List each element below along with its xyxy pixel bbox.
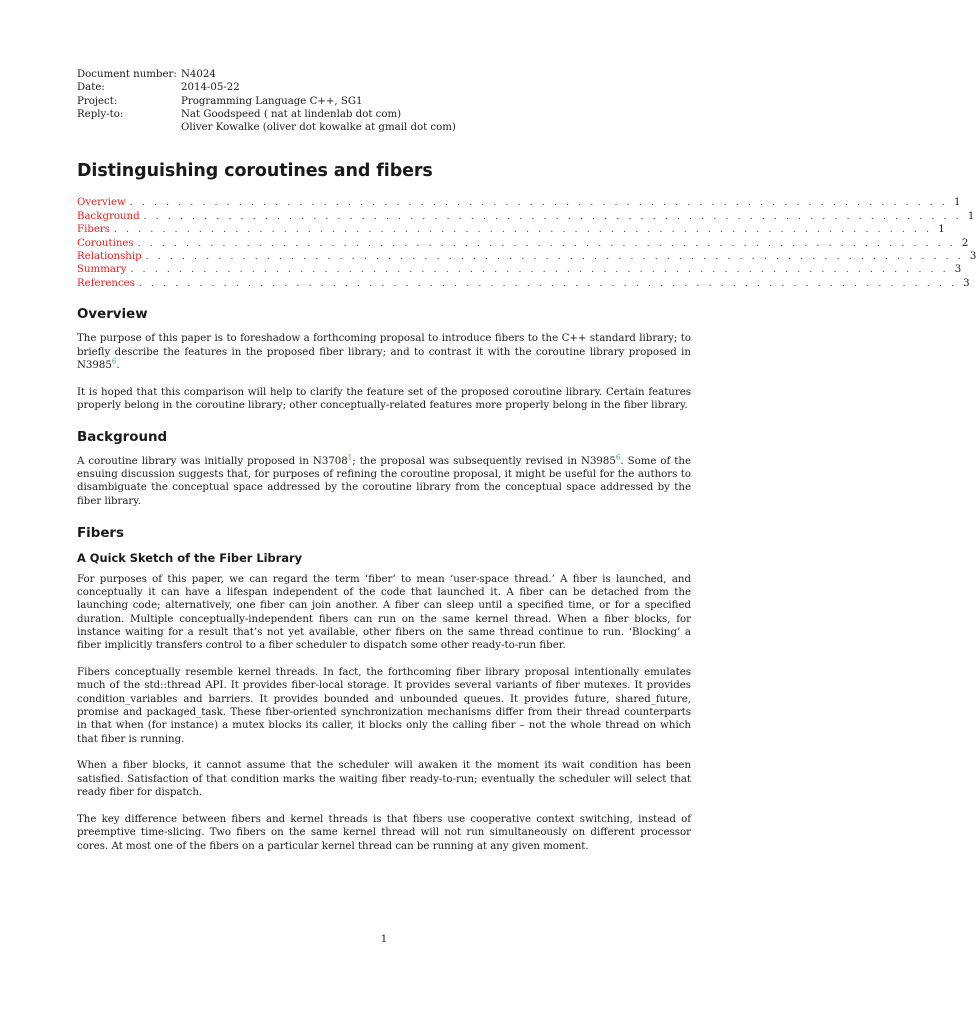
document-metadata bbox=[77, 68, 691, 134]
toc-leader-dots: . . . . . . . . . . . . . . . . . . . . . . . . . . . . . . . . . . . . . . . . . . . . . . . . . . . . . . . . . . . . . . . . . . . . bbox=[130, 265, 949, 276]
toc-link-relationship[interactable]: Relationship bbox=[77, 251, 142, 263]
toc-row-coroutines bbox=[77, 237, 969, 250]
document-title: Distinguishing coroutines and fibers bbox=[77, 161, 433, 182]
section-background bbox=[77, 429, 691, 508]
toc-link-coroutines[interactable]: Coroutines bbox=[77, 237, 134, 249]
fibers-paragraph-3: When a fiber blocks, it cannot assume that the scheduler will awaken it the moment its wait condition has been satisfied. Satisfaction of that condition marks the waiting fiber ready-to-run; eventually the scheduler will select that ready fiber for dispatch. bbox=[77, 760, 691, 799]
toc-row-relationship bbox=[77, 250, 976, 263]
background-p1-a: A coroutine library was initially proposed in N3708 bbox=[77, 455, 348, 467]
background-paragraph-1 bbox=[77, 455, 691, 508]
section-heading-background: Background bbox=[77, 429, 168, 445]
fibers-paragraph-2: Fibers conceptually resemble kernel threads. In fact, the forthcoming fiber library proposal intentionally emulates much of the std::thread API. It provides fiber-local storage. It provides several variants of fiber mutexes. It provides condition_variables and barriers. It provides bounded and unbounded queues. It provides future, shared_future, promise and packaged_task. These fiber-oriented synchronization mechanisms differ from their thread counterparts in that when (for instance) a mutex blocks its caller, it blocks only the calling fiber – not the whole thread on which that fiber is running. bbox=[77, 667, 691, 745]
toc-leader-dots: . . . . . . . . . . . . . . . . . . . . . . . . . . . . . . . . . . . . . . . . . . . . . . . . . . . . . . . . . . . . . . . . . . . . bbox=[113, 225, 933, 236]
toc-page-coroutines: 2 bbox=[961, 237, 969, 249]
toc-page-summary: 3 bbox=[954, 264, 962, 276]
background-p1-c: . Some of the ensuing discussion suggests that, for purposes of refining the coroutine proposal, it might be useful for the authors to disambiguate the conceptual space addressed by the coroutine library from the conceptual space addressed by the fiber library. bbox=[77, 455, 691, 507]
toc-link-references[interactable]: References bbox=[77, 277, 135, 289]
toc-row-references bbox=[77, 277, 970, 290]
document-page bbox=[77, 68, 976, 866]
meta-key-blank bbox=[77, 121, 181, 134]
meta-value-project: Programming Language C++, SG1 bbox=[181, 95, 363, 107]
subsection-heading-quick-sketch: A Quick Sketch of the Fiber Library bbox=[77, 550, 303, 565]
section-heading-fibers: Fibers bbox=[77, 525, 124, 541]
section-overview bbox=[77, 306, 691, 412]
citation-link[interactable]: 1 bbox=[347, 453, 353, 462]
toc-leader-dots: . . . . . . . . . . . . . . . . . . . . . . . . . . . . . . . . . . . . . . . . . . . . . . . . . . . . . . . . . . . . . . . . . . . . bbox=[129, 198, 948, 209]
table-of-contents bbox=[77, 196, 976, 290]
toc-leader-dots: . . . . . . . . . . . . . . . . . . . . . . . . . . . . . . . . . . . . . . . . . . . . . . . . . . . . . . . . . . . . . . . . . . . . bbox=[138, 278, 958, 289]
fibers-paragraph-4: The key difference between fibers and kernel threads is that fibers use cooperative context switching, instead of preemptive time-slicing. Two fibers on the same kernel thread will not run simultaneously on different processor cores. At most one of the fibers on a particular kernel thread can be running at any given moment. bbox=[77, 813, 691, 852]
toc-page-overview: 1 bbox=[954, 197, 961, 209]
meta-value-reply-to-1: Nat Goodspeed ( nat at lindenlab dot com) bbox=[181, 108, 402, 120]
meta-value-document-number: N4024 bbox=[181, 69, 216, 80]
fibers-paragraph-1: For purposes of this paper, we can regard the term ‘fiber’ to mean ‘user-space thread.’ A fiber is launched, and conceptually it can have a lifespan independent of the code that launched it. A fiber can be detached from the launching code; alternatively, one fiber can join another. A fiber can sleep until a specified time, or for a specified duration. Multiple conceptually-independent fibers can run on the same kernel thread. When a fiber blocks, for instance waiting for a result that’s not yet available, other fibers on the same thread continue to run. ‘Blocking’ a fiber implicitly transfers control to a fiber scheduler to dispatch some other ready-to-run fiber. bbox=[77, 573, 691, 652]
meta-key-date: Date: bbox=[77, 82, 105, 94]
overview-p1-end: . bbox=[116, 359, 120, 371]
section-heading-overview: Overview bbox=[77, 307, 148, 323]
meta-key-document-number: Document number: bbox=[77, 69, 177, 80]
citation-link[interactable]: 6 bbox=[615, 453, 621, 462]
toc-page-background: 1 bbox=[967, 210, 975, 222]
toc-leader-dots: . . . . . . . . . . . . . . . . . . . . . . . . . . . . . . . . . . . . . . . . . . . . . . . . . . . . . . . . . . . . . . . . . . . . bbox=[145, 252, 964, 263]
toc-link-background[interactable]: Background bbox=[77, 210, 140, 222]
overview-paragraph-1 bbox=[77, 332, 691, 372]
toc-row-fibers bbox=[77, 223, 945, 236]
toc-row-summary bbox=[77, 263, 962, 276]
meta-value-date: 2014-05-22 bbox=[181, 82, 240, 94]
citation-link[interactable]: 6 bbox=[111, 357, 117, 366]
toc-link-overview[interactable]: Overview bbox=[77, 197, 126, 209]
overview-p1-text: The purpose of this paper is to foreshadow a forthcoming proposal to introduce fibers to the C++ standard library; to briefly describe the features in the proposed fiber library; and to contrast it with the coroutine library proposed in N3985 bbox=[77, 333, 691, 371]
background-p1-b: ; the proposal was subsequently revised in N3985 bbox=[352, 455, 616, 467]
toc-link-summary[interactable]: Summary bbox=[77, 264, 127, 276]
toc-link-fibers[interactable]: Fibers bbox=[77, 224, 110, 236]
toc-row-overview bbox=[77, 196, 961, 209]
page-number: 1 bbox=[380, 934, 388, 945]
overview-paragraph-2: It is hoped that this comparison will help to clarify the feature set of the proposed coroutine library. Certain features properly belong in the coroutine library; other conceptually-related features more properly belong in the fiber library. bbox=[77, 386, 691, 411]
toc-page-references: 3 bbox=[963, 277, 970, 289]
meta-key-reply-to: Reply-to: bbox=[77, 108, 124, 120]
section-fibers bbox=[77, 525, 691, 853]
meta-value-reply-to-2: Oliver Kowalke (oliver dot kowalke at gmail dot com) bbox=[181, 122, 456, 134]
toc-page-fibers: 1 bbox=[938, 224, 945, 236]
toc-row-background bbox=[77, 210, 975, 223]
toc-page-relationship: 3 bbox=[969, 251, 976, 263]
toc-leader-dots: . . . . . . . . . . . . . . . . . . . . . . . . . . . . . . . . . . . . . . . . . . . . . . . . . . . . . . . . . . . . . . . . . . . . bbox=[143, 211, 962, 222]
meta-key-project: Project: bbox=[77, 95, 118, 107]
toc-leader-dots: . . . . . . . . . . . . . . . . . . . . . . . . . . . . . . . . . . . . . . . . . . . . . . . . . . . . . . . . . . . . . . . . . . . . bbox=[137, 238, 956, 249]
